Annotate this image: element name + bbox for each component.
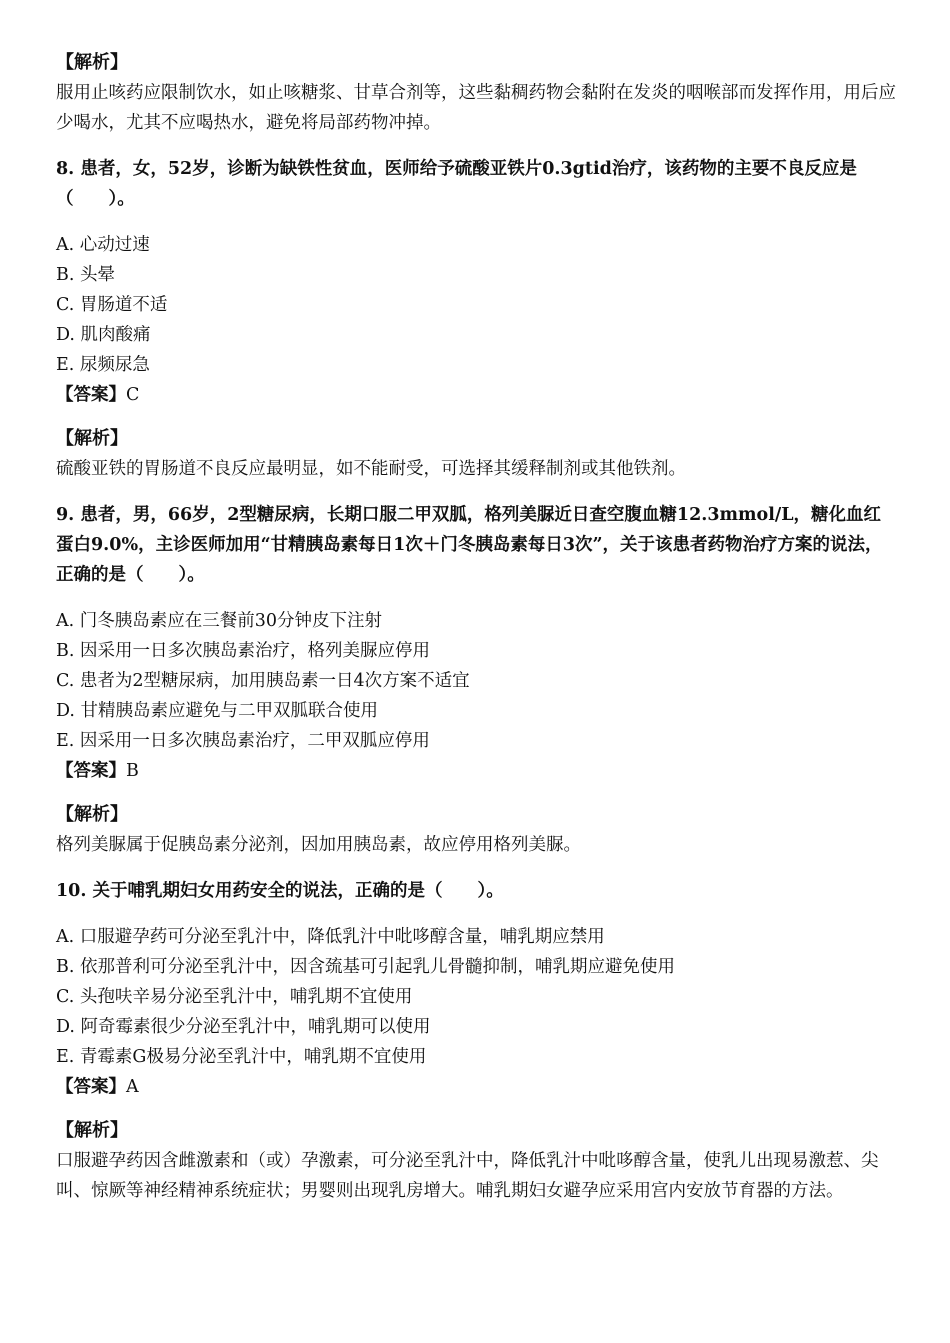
question-stem: 10. 关于哺乳期妇女用药安全的说法，正确的是（ ）。 bbox=[56, 881, 504, 901]
question-9 bbox=[56, 500, 896, 860]
answer-label: 【答案】 bbox=[56, 1077, 126, 1097]
intro-analysis bbox=[56, 48, 896, 138]
answer-line bbox=[56, 756, 896, 786]
option-e: E. 青霉素G极易分泌至乳汁中，哺乳期不宜使用 bbox=[56, 1047, 427, 1067]
analysis-label: 【解析】 bbox=[56, 52, 128, 73]
analysis-text: 口服避孕药因含雌激素和（或）孕激素，可分泌至乳汁中，降低乳汁中吡哆醇含量，使乳儿出现易激惹、尖叫、惊厥等神经精神系统症状；男婴则出现乳房增大。哺乳期妇女避孕应采用宫内安放节育器的方法。 bbox=[56, 1151, 879, 1201]
answer-label: 【答案】 bbox=[56, 761, 126, 781]
option-a: A. 心动过速 bbox=[56, 235, 150, 255]
option-a: A. 门冬胰岛素应在三餐前30分钟皮下注射 bbox=[56, 611, 383, 631]
option-d: D. 甘精胰岛素应避免与二甲双胍联合使用 bbox=[56, 701, 379, 721]
document-page bbox=[56, 48, 896, 1206]
answer-line bbox=[56, 380, 896, 410]
answer-value: C bbox=[126, 385, 140, 405]
option-b: B. 因采用一日多次胰岛素治疗，格列美脲应停用 bbox=[56, 641, 430, 661]
options-list bbox=[56, 230, 896, 380]
option-a: A. 口服避孕药可分泌至乳汁中，降低乳汁中吡哆醇含量，哺乳期应禁用 bbox=[56, 927, 605, 947]
option-b: B. 头晕 bbox=[56, 265, 115, 285]
option-c: C. 头孢呋辛易分泌至乳汁中，哺乳期不宜使用 bbox=[56, 987, 413, 1007]
answer-value: A bbox=[126, 1077, 139, 1097]
analysis-label: 【解析】 bbox=[56, 1120, 128, 1141]
option-e: E. 尿频尿急 bbox=[56, 355, 150, 375]
answer-value: B bbox=[126, 761, 139, 781]
analysis-text: 硫酸亚铁的胃肠道不良反应最明显，如不能耐受，可选择其缓释制剂或其他铁剂。 bbox=[56, 459, 686, 479]
answer-line bbox=[56, 1072, 896, 1102]
option-d: D. 肌肉酸痛 bbox=[56, 325, 151, 345]
analysis-text: 服用止咳药应限制饮水，如止咳糖浆、甘草合剂等，这些黏稠药物会黏附在发炎的咽喉部而发挥作用，用后应少喝水，尤其不应喝热水，避免将局部药物冲掉。 bbox=[56, 83, 896, 133]
question-10 bbox=[56, 876, 896, 1206]
answer-label: 【答案】 bbox=[56, 385, 126, 405]
option-c: C. 患者为2型糖尿病，加用胰岛素一日4次方案不适宜 bbox=[56, 671, 470, 691]
question-stem: 8. 患者，女，52岁，诊断为缺铁性贫血，医师给予硫酸亚铁片0.3gtid治疗，该药物的主要不良反应是（ ）。 bbox=[56, 159, 857, 209]
question-stem: 9. 患者，男，66岁，2型糖尿病，长期口服二甲双胍，格列美脲近日查空腹血糖12.3mmol/L，糖化血红蛋白9.0%，主诊医师加用“甘精胰岛素每日1次＋门冬胰岛素每日3次”，关于该患者药物治疗方案的说法，正确的是（ ）。 bbox=[56, 505, 883, 585]
analysis-label: 【解析】 bbox=[56, 804, 128, 825]
options-list bbox=[56, 606, 896, 756]
options-list bbox=[56, 922, 896, 1072]
option-b: B. 依那普利可分泌至乳汁中，因含巯基可引起乳儿骨髓抑制，哺乳期应避免使用 bbox=[56, 957, 675, 977]
analysis-label: 【解析】 bbox=[56, 428, 128, 449]
option-c: C. 胃肠道不适 bbox=[56, 295, 168, 315]
analysis-text: 格列美脲属于促胰岛素分泌剂，因加用胰岛素，故应停用格列美脲。 bbox=[56, 835, 581, 855]
question-8 bbox=[56, 154, 896, 484]
option-d: D. 阿奇霉素很少分泌至乳汁中，哺乳期可以使用 bbox=[56, 1017, 431, 1037]
option-e: E. 因采用一日多次胰岛素治疗，二甲双胍应停用 bbox=[56, 731, 430, 751]
